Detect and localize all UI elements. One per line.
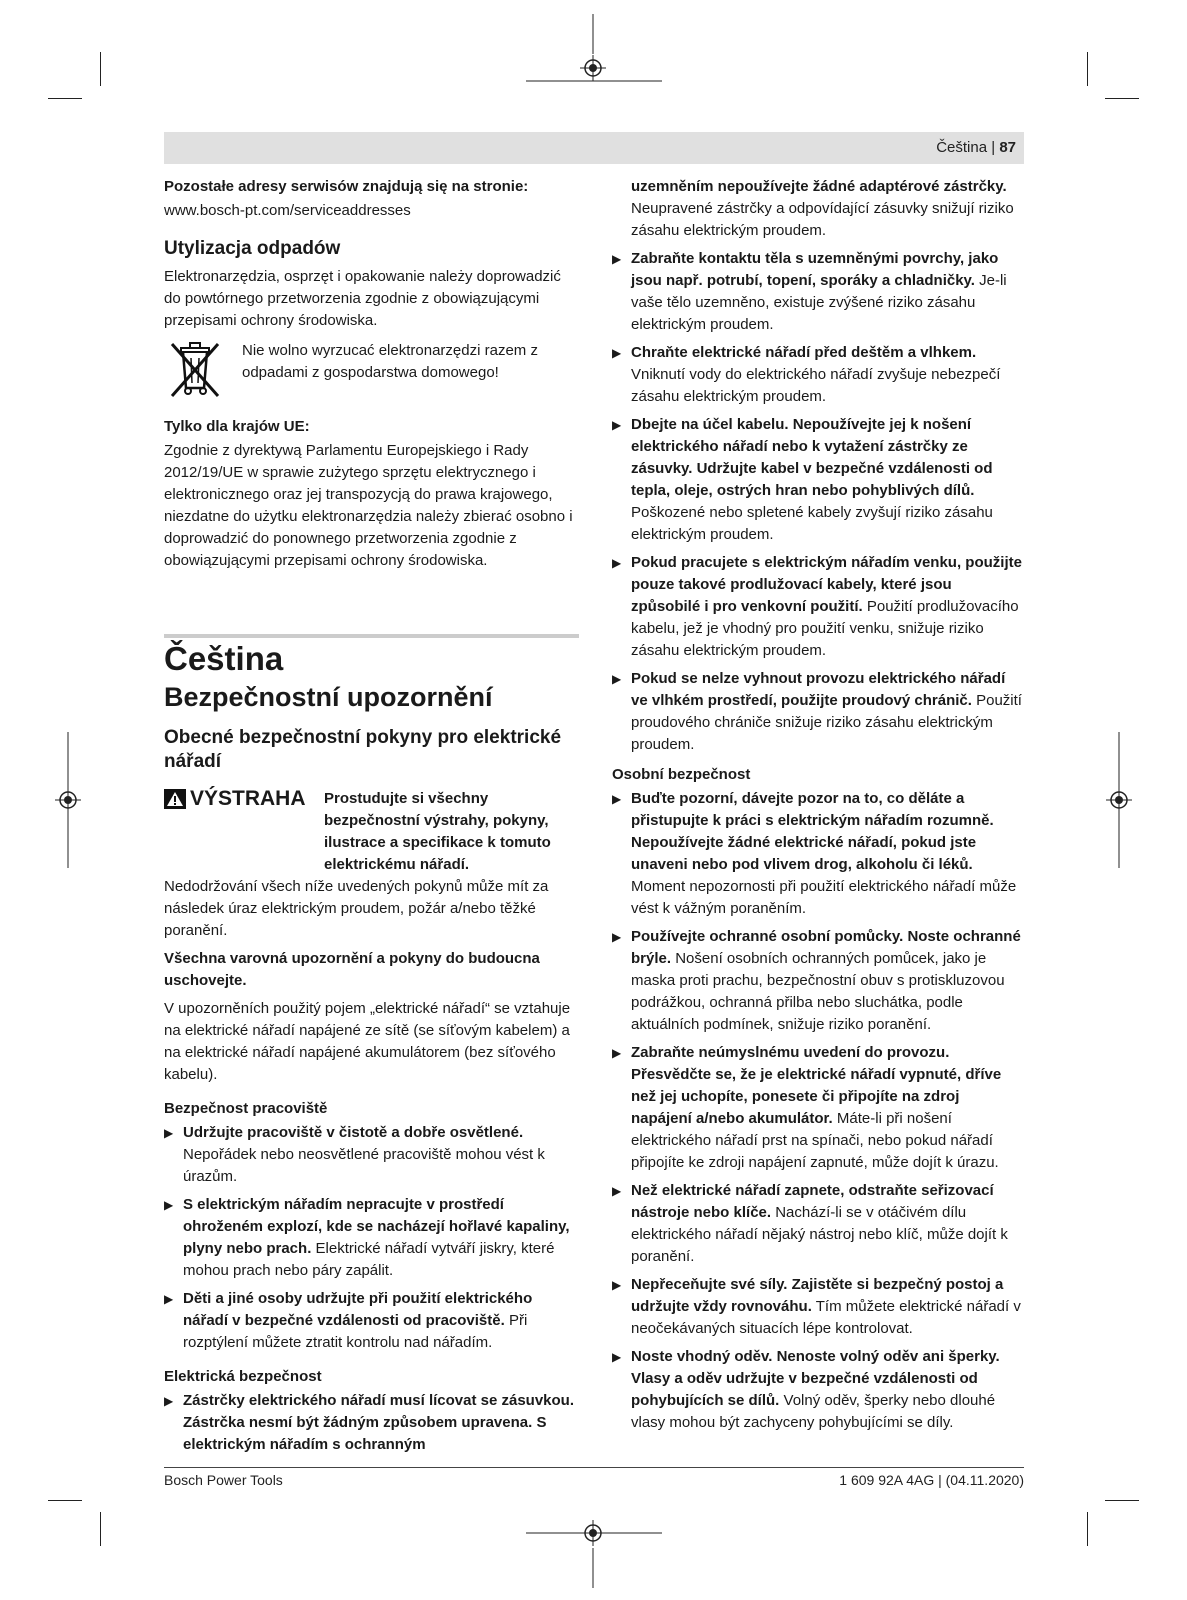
crossed-bin-icon <box>164 338 226 400</box>
page-number: 87 <box>999 139 1016 156</box>
arrow-bullet-icon: ▶ <box>164 1198 174 1212</box>
continued-item <box>612 176 1024 242</box>
general-heading: Obecné bezpečnostní pokyny pro elektrické nářadí <box>164 727 562 772</box>
weee-text: Nie wolno wyrzucać elektronarzędzi razem z odpadami z gospodarstwa domowego! <box>242 342 538 381</box>
arrow-bullet-icon: ▶ <box>612 1046 622 1060</box>
electric-safety-list-start <box>164 1390 579 1456</box>
item-bold: Buďte pozorní, dávejte pozor na to, co děláte a přistupujte k práci s elektrickým nářadím rozumně. Nepoužívejte žádné elektrické nářadí, pokud jste unaveni nebo pod vlivem drog, alkoholu či léků. <box>631 790 994 873</box>
item-bold: Zabraňte kontaktu těla s uzemněnými povrchy, jako jsou např. potrubí, topení, sporáky a chladničky. <box>631 250 999 289</box>
list-item <box>164 1288 579 1354</box>
list-item <box>164 1194 579 1282</box>
section-divider <box>164 634 579 638</box>
item-text: Máte-li při nošení elektrického nářadí prst na spínači, nebo pokud nářadí připojíte ke zdroji napájení zapnuté, může dojít k úrazu. <box>631 1110 999 1171</box>
warning-block <box>164 788 579 942</box>
crop-mark <box>1105 1500 1139 1501</box>
registration-line <box>1118 732 1120 868</box>
item-text: Elektrické nářadí vytváří jiskry, které mohou prach nebo páry zapálit. <box>183 1240 555 1279</box>
footer-divider <box>164 1467 1024 1468</box>
warning-label <box>164 788 306 810</box>
item-text: Moment nepozornosti při použití elektrického nářadí může vést k vážným poraněním. <box>631 878 1017 917</box>
left-column <box>164 176 579 1462</box>
language-heading: Čeština <box>164 640 284 677</box>
continued-text: Neupravené zástrčky a odpovídající zásuvky snižují riziko zásahu elektrickým proudem. <box>631 200 1014 239</box>
registration-line <box>526 80 662 82</box>
work-safety-list <box>164 1122 579 1354</box>
item-bold: Než elektrické nářadí zapnete, odstraňte seřizovací nástroje nebo klíče. <box>631 1182 994 1221</box>
item-text: Poškozené nebo spletené kabely zvyšují riziko zásahu elektrickým proudem. <box>631 504 993 543</box>
item-bold: Zabraňte neúmyslnému uvedení do provozu. Přesvědčte se, že je elektrické nářadí vypnuté, dříve než jej uchopíte, ponesete či připojíte na zdroj napájení a/nebo akumulátor. <box>631 1044 1002 1127</box>
crop-mark <box>1087 1512 1088 1546</box>
arrow-bullet-icon: ▶ <box>164 1394 174 1408</box>
list-item <box>164 1122 579 1188</box>
arrow-bullet-icon: ▶ <box>612 930 622 944</box>
item-bold: Děti a jiné osoby udržujte při použití elektrického nářadí v bezpečné vzdálenosti od pracoviště. <box>183 1290 533 1329</box>
list-item <box>612 342 1024 408</box>
item-text: Volný oděv, šperky nebo dlouhé vlasy mohou být zachyceny pohybujícími se díly. <box>631 1392 996 1431</box>
arrow-bullet-icon: ▶ <box>164 1292 174 1306</box>
page-header <box>164 132 1024 164</box>
electric-safety-list <box>612 248 1024 756</box>
crop-mark <box>1087 52 1088 86</box>
item-bold: Chraňte elektrické nářadí před deštěm a vlhkem. <box>631 344 977 361</box>
item-bold: S elektrickým nářadím nepracujte v prostředí ohroženém explozí, kde se nacházejí hořlavé kapaliny, plyny nebo prach. <box>183 1196 570 1257</box>
list-item <box>612 248 1024 336</box>
footer-brand: Bosch Power Tools <box>164 1472 283 1488</box>
crop-mark <box>48 98 82 99</box>
warning-label-text: VÝSTRAHA <box>190 787 306 810</box>
list-item <box>612 668 1024 756</box>
disposal-text: Elektronarzędzia, osprzęt i opakowanie należy doprowadzić do powtórnego przetworzenia zgodnie z obowiązującymi przepisami ochrony środowiska. <box>164 268 561 329</box>
header-separator: | <box>991 139 996 156</box>
crop-mark <box>48 1500 82 1501</box>
list-item <box>612 552 1024 662</box>
item-bold: Zástrčky elektrického nářadí musí lícovat se zásuvkou. Zástrčka nesmí být žádným způsobem upravena. S elektrickým nářadím s ochranným <box>183 1392 575 1453</box>
crop-mark <box>1105 98 1139 99</box>
registration-line <box>67 732 69 868</box>
list-item <box>164 1390 579 1456</box>
item-text: Je-li vaše tělo uzemněno, existuje zvýšené riziko zásahu elektrickým proudem. <box>631 272 1007 333</box>
weee-notice <box>164 338 579 400</box>
personal-safety-list <box>612 788 1024 1434</box>
item-text: Při rozptýlení můžete ztratit kontrolu nad nářadím. <box>183 1312 528 1351</box>
safety-heading: Bezpečnostní upozornění <box>164 682 493 712</box>
arrow-bullet-icon: ▶ <box>612 792 622 806</box>
item-text: Použití prodlužovacího kabelu, jež je vhodný pro použití venku, snižuje riziko zásahu elektrickým proudem. <box>631 598 1019 659</box>
warning-triangle-icon <box>164 789 186 809</box>
arrow-bullet-icon: ▶ <box>612 418 622 432</box>
arrow-bullet-icon: ▶ <box>612 1184 622 1198</box>
warning-bold: Prostudujte si všechny bezpečnostní výstrahy, pokyny, ilustrace a specifikace k tomuto elektrickému nářadí. <box>324 790 551 873</box>
service-url: www.bosch-pt.com/serviceaddresses <box>164 202 411 219</box>
work-safety-title: Bezpečnost pracoviště <box>164 1100 328 1117</box>
arrow-bullet-icon: ▶ <box>612 1278 622 1292</box>
crop-mark <box>100 1512 101 1546</box>
item-bold: Udržujte pracoviště v čistotě a dobře osvětlené. <box>183 1124 524 1141</box>
list-item <box>612 926 1024 1036</box>
footer-doc-id: 1 609 92A 4AG | (04.11.2020) <box>839 1472 1024 1488</box>
eu-text: Zgodnie z dyrektywą Parlamentu Europejskiego i Rady 2012/19/UE w sprawie zużytego sprzętu elektrycznego i elektronicznego oraz jej transpozycją do prawa krajowego, niezdatne do użytku elektronarzędzia należy zbierać osobno i doprowadzić do ponownego przetworzenia zgodnie z obowiązującymi przepisami ochrony środowiska. <box>164 442 573 569</box>
list-item <box>612 1346 1024 1434</box>
item-text: Použití proudového chrániče snižuje riziko zásahu elektrickým proudem. <box>631 692 1022 753</box>
item-bold: Používejte ochranné osobní pomůcky. Noste ochranné brýle. <box>631 928 1021 967</box>
item-bold: Pokud se nelze vyhnout provozu elektrického nářadí ve vlhkém prostředí, použijte proudový chránič. <box>631 670 1006 709</box>
registration-line <box>592 1548 594 1588</box>
item-bold: Noste vhodný oděv. Nenoste volný oděv ani šperky. Vlasy a oděv udržujte v bezpečné vzdálenosti od pohybujících se dílů. <box>631 1348 1000 1409</box>
service-label: Pozostałe adresy serwisów znajdują się na stronie: <box>164 178 529 195</box>
warning-text: Nedodržování všech níže uvedených pokynů může mít za následek úraz elektrickým proudem, požár a/nebo těžké poranění. <box>164 878 549 939</box>
arrow-bullet-icon: ▶ <box>612 672 622 686</box>
continued-bold: uzemněním nepoužívejte žádné adaptérové zástrčky. <box>631 178 1007 195</box>
item-text: Vniknutí vody do elektrického nářadí zvyšuje nebezpečí zásahu elektrickým proudem. <box>631 366 1001 405</box>
header-text <box>936 139 1016 156</box>
item-bold: Pokud pracujete s elektrickým nářadím venku, použijte pouze takové prodlužovací kabely, které jsou způsobilé i pro venkovní použití. <box>631 554 1022 615</box>
list-item <box>612 1042 1024 1174</box>
term-text: V upozorněních použitý pojem „elektrické nářadí“ se vztahuje na elektrické nářadí napájené ze sítě (se síťovým kabelem) a na elektrické nářadí napájené akumulátorem (bez síťového kabelu). <box>164 1000 571 1083</box>
arrow-bullet-icon: ▶ <box>612 1350 622 1364</box>
crop-mark <box>100 52 101 86</box>
list-item <box>612 1180 1024 1268</box>
eu-title: Tylko dla krajów UE: <box>164 418 310 435</box>
header-language: Čeština <box>936 139 988 156</box>
item-text: Nošení osobních ochranných pomůcek, jako je maska proti prachu, bezpečnostní obuv s protiskluzovou podrážkou, ochranná přilba nebo sluchátka, podle aktuálních podmínek, snižuje riziko poranění. <box>631 950 1005 1033</box>
right-column <box>612 176 1024 1440</box>
registration-line <box>592 14 594 54</box>
personal-safety-title: Osobní bezpečnost <box>612 766 751 783</box>
electric-safety-title: Elektrická bezpečnost <box>164 1368 322 1385</box>
arrow-bullet-icon: ▶ <box>164 1126 174 1140</box>
item-bold: Dbejte na účel kabelu. Nepoužívejte jej k nošení elektrického nářadí nebo k vytažení zástrčky ze zásuvky. Udržujte kabel v bezpečné vzdálenosti od tepla, oleje, ostrých hran nebo pohyblivých dílů. <box>631 416 993 499</box>
registration-line <box>526 1532 662 1534</box>
keep-instructions: Všechna varovná upozornění a pokyny do budoucna uschovejte. <box>164 950 540 989</box>
registration-mark-icon <box>580 55 606 81</box>
list-item <box>612 1274 1024 1340</box>
list-item <box>612 788 1024 920</box>
list-item <box>612 414 1024 546</box>
item-text: Nepořádek nebo neosvětlené pracoviště mohou vést k úrazům. <box>183 1146 545 1185</box>
item-text: Tím můžete elektrické nářadí v neočekávaných situacích lépe kontrolovat. <box>631 1298 1021 1337</box>
item-text: Nachází-li se v otáčivém dílu elektrického nářadí nějaký nástroj nebo klíč, může dojít k poranění. <box>631 1204 1008 1265</box>
item-bold: Nepřeceňujte své síly. Zajistěte si bezpečný postoj a udržujte vždy rovnováhu. <box>631 1276 1004 1315</box>
arrow-bullet-icon: ▶ <box>612 346 622 360</box>
arrow-bullet-icon: ▶ <box>612 556 622 570</box>
arrow-bullet-icon: ▶ <box>612 252 622 266</box>
disposal-title: Utylizacja odpadów <box>164 238 341 259</box>
